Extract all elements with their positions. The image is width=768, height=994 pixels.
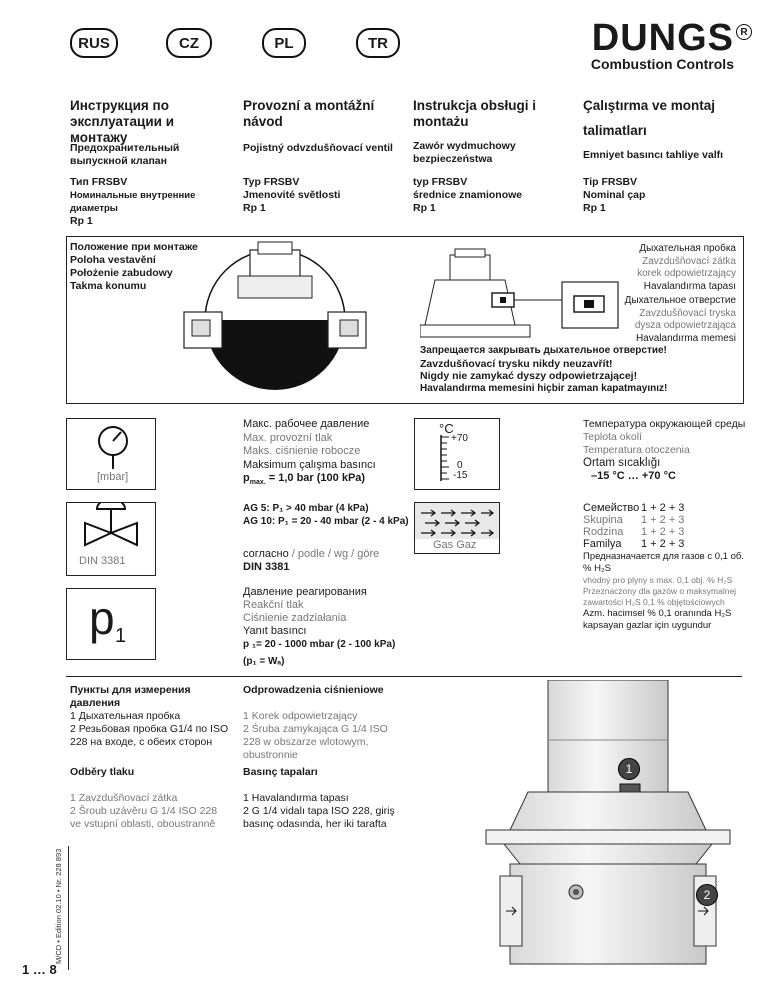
callout-2: 2 [696,884,718,906]
temp-min: -15 [453,470,468,481]
product-pl: Zawór wydmuchowy bezpieczeństwa [413,140,516,165]
text-line: Ortam sıcaklığı [583,457,661,469]
ag-text [243,502,418,528]
pmax-symbol: p [243,472,250,484]
mounting-line: Położenie zabudowy [70,267,173,279]
pmax-sub: max. [249,479,266,487]
label-line: dysza odpowietrzająca [634,320,736,331]
according-rest: / podle / wg / göre [288,548,380,560]
list-item: 2 G 1/4 vidalı tapa ISO 228, giriş basınç odasında, her iki tarafta [243,805,395,830]
lang-tr[interactable]: TR [356,28,400,58]
edition-note: M/CD • Edition 02.10 • Nr. 228 893 [54,848,63,964]
nominal-label: Jmenovité světlosti [243,189,341,201]
p1-equation: (p₁ = Wₐ) [243,656,285,667]
section-divider [66,676,742,677]
text-line: Температура окружающей среды [583,418,746,430]
valve-symbol-icon [67,503,155,559]
size-label: Rp 1 [583,202,606,214]
measuring-points-tr [243,766,403,831]
title-ru: Инструкция по эксплуатации и монтажу [70,98,174,145]
family-name: Rodzina [583,526,624,538]
section-title: Пункты для измерения давления [70,684,191,709]
text-line: Yanıt basıncı [243,625,307,637]
gas-flow-icon [415,503,499,539]
lang-cz[interactable]: CZ [166,28,212,58]
list-item: 2 Šroub uzávěru G 1/4 ISO 228 ve vstupní oblasti, oboustranně [70,805,218,830]
nominal-label: Nominal çap [583,189,646,201]
gas-family-table [583,502,753,632]
callout-1: 1 [618,758,640,780]
ag5-line: AG 5: P₁ > 40 mbar (4 kPa) [243,503,369,514]
breather-hole-label [600,295,736,345]
breather-warning [420,345,738,395]
mounting-line: Takma konumu [70,280,147,292]
section-title: Basınç tapaları [243,766,318,778]
family-row [583,502,753,514]
label-line: Havalandırma memesi [635,332,736,344]
p1-icon-box [66,588,156,660]
type-label: Typ FRSBV [243,176,300,188]
thermometer-icon [437,433,451,483]
mounting-position-diagram [180,240,370,402]
text-line: Макс. рабочее давление [243,418,370,430]
gas-note-cz: vhodný pro plyny s max. 0,1 obj. % H₂S [583,575,733,585]
breather-plug-label [600,243,736,293]
list-item: 1 Korek odpowietrzający [243,710,358,722]
family-name: Skupina [583,514,623,526]
section-title: Odprowadzenia ciśnieniowe [243,684,384,696]
family-value: 1 + 2 + 3 [641,538,685,550]
nominal-label: Номинальные внутренние диаметры [70,190,196,214]
family-row [583,538,753,550]
gas-note-tr: kapsayan gazlar için uygundur [583,620,712,631]
family-value: 1 + 2 + 3 [641,502,685,514]
text-line: Reakční tlak [243,599,304,611]
size-label: Rp 1 [413,202,436,214]
temperature-text [583,418,753,483]
p1-range: p ₁= 20 - 1000 mbar (2 - 100 kPa) [243,639,396,650]
pmax-value [243,472,413,490]
gauge-unit: [mbar] [97,471,129,483]
warning-line: Запрещается закрывать дыхательное отверстие! [420,345,667,356]
temp-zero: 0 [457,460,463,471]
temp-max: +70 [451,433,468,444]
label-line: korek odpowietrzający [637,268,736,279]
family-name: Семейство [583,502,640,514]
title-cz: Provozní a montážní návod [243,98,375,129]
text-line: Maksimum çalışma basıncı [243,458,376,471]
list-item: 1 Zavzdušňovací zátka [70,792,178,804]
text-line: Давление реагирования [243,586,367,598]
text-line: Ciśnienie zadziałania [243,612,347,624]
text-line: Temperatura otoczenia [583,444,690,456]
lang-pl[interactable]: PL [262,28,306,58]
footer-rule [68,846,69,970]
type-ru [70,176,240,228]
brand-name: DUNGS [591,17,734,59]
title-tr-1: Çalıştırma ve montaj [583,98,716,113]
according-text [243,548,418,574]
mounting-line: Положение при монтаже [70,241,198,253]
max-pressure-text [243,418,413,490]
pmax-text: = 1,0 bar (100 kPa) [265,472,366,484]
family-name: Familya [583,538,622,550]
type-label: Tip FRSBV [583,176,638,188]
product-tr: Emniyet basıncı tahliye valfı [583,149,724,161]
according-ru: согласно [243,548,289,560]
size-label: Rp 1 [243,202,266,214]
warning-line: Zavzdušňovací trysku nikdy neuzavřít! [420,357,613,370]
measuring-points-ru [70,684,230,749]
type-label: Тип FRSBV [70,176,128,188]
title-tr-2: talimatları [583,123,647,138]
valve-illustration [470,680,742,970]
temperature-icon-box [414,418,500,490]
label-line: Дыхательное отверстие [624,295,736,306]
nominal-label: średnice znamionowe [413,189,523,201]
p1-symbol: p [89,592,115,644]
temp-unit: °C [439,421,454,436]
type-cz [243,176,413,215]
type-label: typ FRSBV [413,176,468,188]
family-value: 1 + 2 + 3 [641,514,685,526]
registered-mark: R [736,24,752,40]
page-range: 1 … 8 [22,962,57,977]
response-pressure-text [243,586,423,651]
text-line: Teplota okolí [583,431,642,443]
section-title: Odběry tlaku [70,766,135,778]
family-row [583,526,753,538]
warning-line: Havalandırma memesini hiçbir zaman kapatmayınız! [420,382,668,394]
label-line: Дыхательная пробка [639,243,736,254]
gas-label: Gas Gaz [433,539,477,551]
gas-note-pl: zawartości H₂S 0,1 % objętościowych [583,597,725,607]
dungs-logo [590,17,748,72]
lang-ru[interactable]: RUS [70,28,118,58]
mounting-line: Poloha vestavění [70,254,156,266]
gas-note-tr: Azm. hacimsel % 0,1 oranında H₂S [583,608,732,619]
product-ru: Предохранительный выпускной клапан [70,142,180,167]
according-line [243,548,418,561]
size-label: Rp 1 [70,215,93,227]
gas-icon-box [414,502,500,554]
type-tr [583,176,753,215]
label-line: Havalandırma tapası [643,280,736,292]
brand-subtitle: Combustion Controls [590,56,734,72]
list-item: 1 Дыхательная пробка [70,710,181,722]
label-line: Zavzdušňovací zátka [642,255,736,267]
product-cz: Pojistný odvzdušňovací ventil [243,142,393,154]
measuring-points-cz [70,766,230,831]
list-item: 2 Резьбовая пробка G1/4 по ISO 228 на входе, с обеих сторон [70,723,229,748]
title-pl: Instrukcja obsługi i montażu [413,98,537,129]
din-label: DIN 3381 [79,555,126,567]
ag10-line: AG 10: P₁ = 20 - 40 mbar (2 - 4 kPa) [243,516,409,527]
valve-icon-box [66,502,156,576]
type-pl [413,176,583,215]
text-line: Max. provozní tlak [243,431,333,444]
label-line: Zavzdušňovací tryska [639,307,736,319]
text-line: Maks. ciśnienie robocze [243,445,361,457]
family-value: 1 + 2 + 3 [641,526,685,538]
warning-line: Nigdy nie zamykać dyszy odpowietrzającej! [420,370,638,382]
list-item: 2 Śruba zamykająca G 1/4 ISO 228 w obszarze wlotowym, obustronnie [243,723,388,761]
gas-note-pl: Przeznaczony dla gazów o maksymalnej [583,586,737,596]
p1-subscript: 1 [115,625,127,647]
family-row [583,514,753,526]
measuring-points-pl [243,684,403,762]
list-item: 1 Havalandırma tapası [243,792,349,804]
din-standard: DIN 3381 [243,561,290,573]
gas-note-ru: Предназначается для газов с 0,1 об. % H₂S [583,551,744,574]
gauge-icon-box [66,418,156,490]
temp-range: –15 °C … +70 °C [591,470,676,482]
